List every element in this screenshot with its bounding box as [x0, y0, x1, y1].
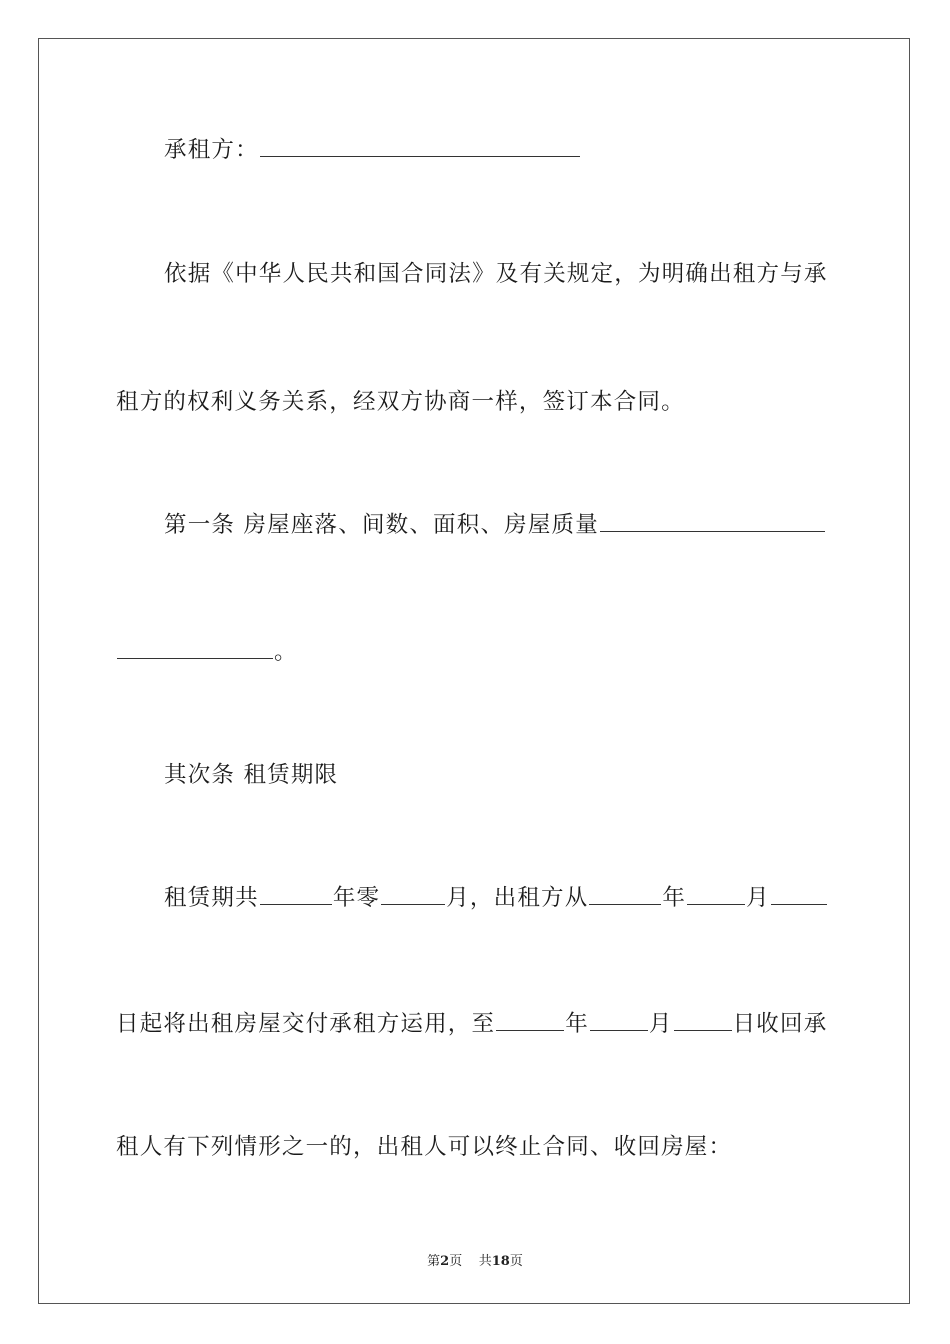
lease-term-text-a: 租赁期共: [164, 885, 259, 911]
page-footer: [0, 1250, 950, 1269]
lease-months-blank: [381, 903, 445, 905]
article-one-continuation: [116, 641, 298, 664]
start-year-blank: [589, 903, 661, 905]
footer-prefix: 第: [427, 1254, 441, 1269]
footer-page-number: 2: [440, 1254, 450, 1269]
lease-term-text-c: 月，出租方从: [446, 885, 589, 911]
lessee-label: 承租方：: [164, 137, 259, 163]
termination-line: 租人有下列情形之一的，出租人可以终止合同、收回房屋：: [116, 1134, 733, 1160]
lease-term-text-e: 月: [746, 885, 770, 911]
article-one-end: 。: [274, 639, 298, 665]
paragraph-intro-line-2: 租方的权利义务关系，经双方协商一样，签订本合同。: [116, 389, 685, 415]
page-border: [38, 38, 910, 1304]
footer-suffix: 页: [509, 1254, 523, 1269]
end-year-blank: [496, 1029, 564, 1031]
lease-period-text-b: 年: [565, 1011, 589, 1037]
article-one-text: 第一条 房屋座落、间数、面积、房屋质量: [164, 512, 599, 538]
lease-term-text-d: 年: [662, 885, 687, 911]
footer-mid: 页 共: [449, 1254, 492, 1269]
article-one-line: [164, 514, 826, 537]
lease-term-line: [164, 887, 828, 910]
lease-period-line: [116, 1013, 827, 1036]
article-one-blank: [600, 530, 825, 532]
article-two-heading: 其次条 租赁期限: [164, 762, 339, 788]
lease-period-text-a: 日起将出租房屋交付承租方运用，至: [116, 1011, 496, 1037]
paragraph-intro-line-1: 依据《中华人民共和国合同法》及有关规定，为明确出租方与承: [164, 261, 828, 287]
lease-term-text-b: 年零: [332, 885, 381, 911]
footer-total-pages: 18: [491, 1254, 510, 1269]
start-day-blank: [771, 903, 827, 905]
lease-period-text-c: 月: [648, 1011, 673, 1037]
lessee-line: [164, 139, 581, 162]
lease-period-text-d: 日收回承: [732, 1011, 828, 1037]
start-month-blank: [687, 903, 745, 905]
end-day-blank: [674, 1029, 732, 1031]
lease-years-blank: [260, 903, 332, 905]
lessee-blank: [260, 155, 580, 157]
end-month-blank: [590, 1029, 648, 1031]
article-one-blank-2: [117, 657, 273, 659]
